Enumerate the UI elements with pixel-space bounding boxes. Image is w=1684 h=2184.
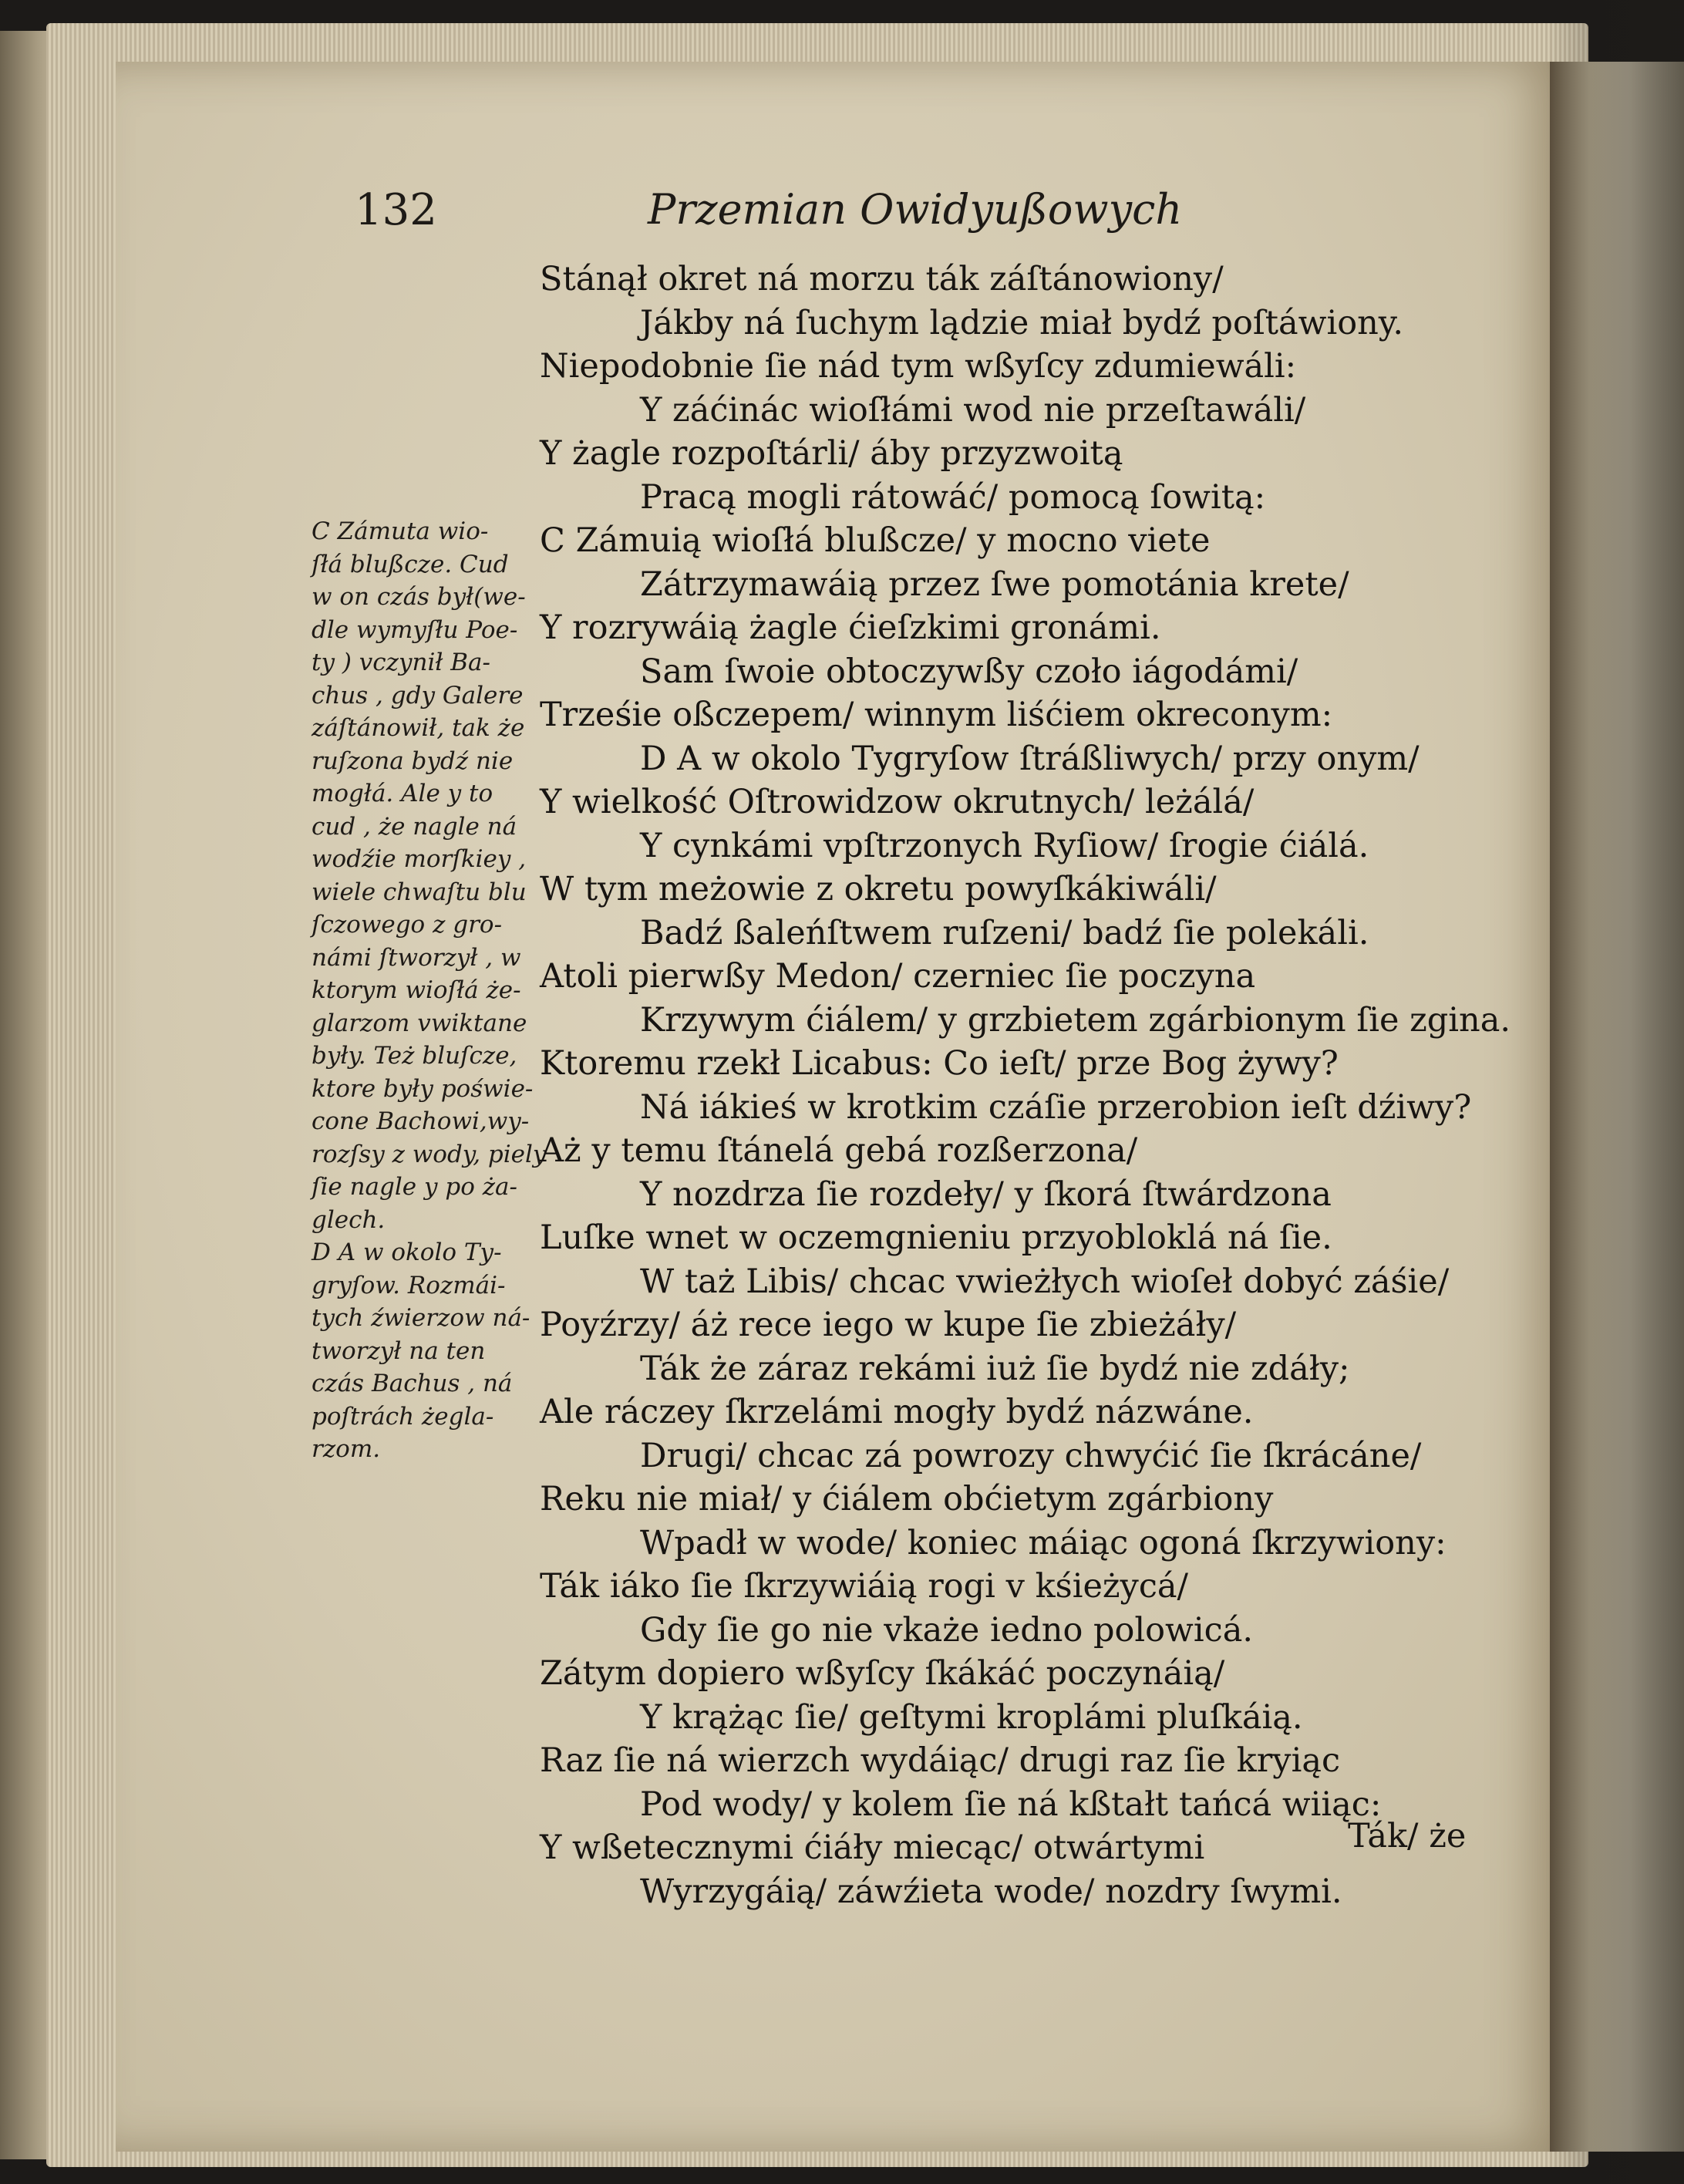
page-number: 132 (355, 185, 437, 235)
verse-line: Atoli pierwßy Medon/ czerniec ſie poczyna (540, 957, 1256, 996)
verse-line: Reku nie miał/ y ćiálem obćietym zgárbiony (540, 1480, 1274, 1518)
verse-line: Ale ráczey ſkrzelámi mogły bydź názwáne. (540, 1393, 1254, 1431)
margin-note-line: rzom. (312, 1435, 381, 1463)
verse-line: Pracą mogli rátowáć/ pomocą ſowitą: (640, 477, 1266, 517)
verse-line: Aż y temu ſtánelá gebá rozßerzona/ (540, 1131, 1138, 1170)
verse-line: Sam ſwoie obtoczywßy czoło iágodámi/ (640, 652, 1298, 691)
margin-note-line: glarzom vwiktane (312, 1009, 527, 1037)
margin-note-line: ktore były poświe- (312, 1074, 534, 1103)
margin-note-line: dle wymyſłu Poe- (312, 615, 518, 644)
margin-note-line: glech. (312, 1205, 386, 1234)
verse-line: Ták że záraz rekámi iuż ſie bydź nie zdáły; (640, 1349, 1350, 1388)
margin-note-line: ktorym wioſłá że- (312, 976, 521, 1004)
verse-line: Jákby ná ſuchym lądzie miał bydź poſtáwiony. (640, 303, 1404, 342)
margin-note-line: były. Też bluſcze, (312, 1042, 517, 1070)
margin-note-line: tworzył na ten (312, 1336, 486, 1365)
verse-line: Ktoremu rzekł Licabus: Co ieſt/ prze Bog żywy? (540, 1044, 1339, 1083)
verse-line: Ták iáko ſie ſkrzywiáią rogi v kśieżycá/ (540, 1567, 1189, 1606)
background-shadow (1545, 0, 1684, 2184)
verse-line: Y rozrywáią żagle ćieſzkimi gronámi. (540, 608, 1161, 647)
verse-line: Gdy ſie go nie vkaże iedno polowicá. (640, 1610, 1253, 1650)
margin-note-line: chus , gdy Galere (312, 681, 524, 709)
verse-line: C Zámuią wioſłá blußcze/ y mocno viete (540, 521, 1211, 560)
margin-note-line: C Zámuta wio- (312, 517, 489, 545)
verse-line: Luſke wnet w oczemgnieniu przyobloklá ná ſie. (540, 1218, 1332, 1257)
margin-note-line: wodźie morſkiey , (312, 845, 527, 873)
verse-line: Niepodobnie ſie nád tym wßyſcy zdumiewáli: (540, 347, 1297, 386)
verse-line: Pod wody/ y kolem ſie ná kßtałt tańcá wiiąc: (640, 1785, 1382, 1824)
margin-note-line: gryſow. Rozmái- (312, 1271, 506, 1299)
verse-line: Krzywym ćiálem/ y grzbietem zgárbionym ſie zgina. (640, 1000, 1511, 1040)
verse-line: Y cynkámi vpſtrzonych Ryſiow/ ſrogie ćiálá. (640, 826, 1369, 865)
margin-note-line: D A w okolo Ty- (312, 1239, 502, 1266)
margin-note-line: ſczowego z gro- (312, 911, 503, 939)
margin-note-line: w on czás był(we- (312, 583, 526, 611)
margin-notes (312, 515, 558, 1466)
verse-text (540, 258, 1534, 1913)
verse-line: Poyźrzy/ áż rece iego w kupe ſie zbieżáły/ (540, 1306, 1237, 1344)
margin-note-line: ſłá blußcze. Cud (312, 550, 509, 578)
verse-line: Y krążąc ſie/ geſtymi kroplámi pluſkáią. (640, 1697, 1303, 1737)
verse-line: W taż Libis/ chcac vwieżłych wioſeł dobyć záśie/ (640, 1262, 1450, 1301)
verse-line: Wpadł w wode/ koniec máiąc ogoná ſkrzywiony: (640, 1523, 1447, 1562)
verse-line: Zátym dopiero wßyſcy ſkákáć poczynáią/ (540, 1654, 1225, 1693)
margin-note-line: námi ſtworzył , w (312, 943, 521, 972)
margin-note-line: mogłá. Ale y to (312, 780, 493, 807)
margin-note-line: ty ) vczynił Ba- (312, 649, 491, 676)
margin-note-line: záſtánowił, tak że (312, 714, 525, 742)
verse-line: W tym meżowie z okretu powyſkákiwáli/ (540, 870, 1217, 908)
verse-line: Badź ßaleńſtwem ruſzeni/ badź ſie polekáli. (640, 913, 1369, 952)
margin-note-line: tych źwierzow ná- (312, 1304, 530, 1332)
margin-note-line: ſie nagle y po ża- (312, 1173, 518, 1201)
verse-line: Y żagle rozpoſtárli/ áby przyzwoitą (540, 434, 1123, 473)
running-head: Przemian Owidyußowych (648, 185, 1183, 234)
verse-line: Zátrzymawáią przez ſwe pomotánia krete/ (640, 565, 1349, 604)
verse-line: Y wielkość Oſtrowidzow okrutnych/ leżálá/ (540, 783, 1255, 821)
verse-line: Ná iákieś w krotkim czáſie przerobion ieſt dźiwy? (640, 1087, 1472, 1127)
verse-line: D A w okolo Tygryſow ſtráßliwych/ przy onym/ (640, 739, 1420, 778)
verse-line: Y wßetecznymi ćiáły miecąc/ otwártymi (540, 1828, 1205, 1867)
verse-line: Y záćinác wioſłámi wod nie przeſtawáli/ (640, 390, 1306, 430)
margin-note-line: cud , że nagle ná (312, 812, 517, 841)
verse-line: Drugi/ chcac zá powrozy chwyćić ſie ſkrácáne/ (640, 1436, 1422, 1475)
catchword: Ták/ że (1348, 1817, 1467, 1855)
margin-note-line: ruſzona bydź nie (312, 747, 514, 775)
verse-line: Y nozdrza ſie rozdeły/ y ſkorá ſtwárdzona (640, 1175, 1332, 1214)
margin-note-line: wiele chwaſtu blu (312, 878, 527, 906)
margin-note-line: poſtrách żegla- (312, 1402, 494, 1431)
margin-note-line: czás Bachus , ná (312, 1370, 513, 1397)
verse-line: Wyrzygáią/ záwźieta wode/ nozdry ſwymi. (640, 1872, 1342, 1911)
verse-line: Trześie oßczepem/ winnym liśćiem okreconym: (540, 696, 1333, 734)
margin-note-line: rozſsy z wody, piely (312, 1140, 547, 1168)
verse-line: Stánął okret ná morzu ták záſtánowiony/ (540, 260, 1224, 298)
margin-note-line: cone Bachowi,wy- (312, 1107, 530, 1135)
verse-line: Raz ſie ná wierzch wydáiąc/ drugi raz ſie kryiąc (540, 1741, 1341, 1780)
